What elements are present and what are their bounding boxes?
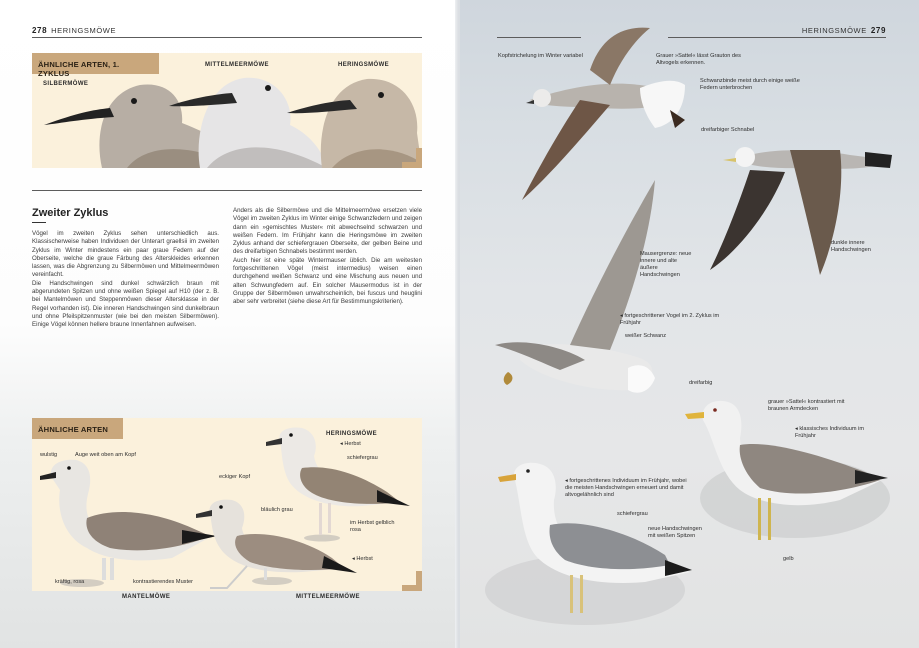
annotation: ◂ fortgeschrittener Vogel im 2. Zyklus im Frühjahr — [620, 313, 720, 326]
species-label-silbermoewe: SILBERMÖWE — [43, 81, 89, 87]
annotation: schiefergrau — [347, 455, 378, 461]
paragraph: Anders als die Silbermöwe und die Mittelmeermöwe ersetzen viele Vögel im zweiten Zyklus im Winter einige Schwanzfedern und zeigen dann ein »gemischtes Muster« mit abwechselnd schwarzen und weißen Federn. Im Frühjahr kann die Heringsmöwe im zweiten Zyklus anhand der schiefergrauen Oberseite, der gelben Beine und des dreifarbigen Schnabels bestimmt werden. — [233, 207, 422, 256]
panel-corner-mark — [402, 571, 422, 591]
panel-header: ÄHNLICHE ARTEN, 1. ZYKLUS — [32, 53, 159, 74]
paragraph: Vögel im zweiten Zyklus sehen unterschiedlich aus. Klassischerweise haben Individuen der Unterart graellsii im zweiten Zyklus im Winter mindestens ein paar graue Federn auf der Oberseite, welche die graue Färbung des Alterskleides erkennen lassen, was die Abgrenzung zu Silbermöwen und Mittelmeermöwen vereinfacht. — [32, 230, 219, 279]
body-column-2 — [233, 207, 422, 307]
left-page — [0, 0, 458, 648]
annotation: grauer »Sattel« kontrastiert mit braunen Armdecken — [768, 399, 845, 412]
annotation: ◂ Herbst — [340, 441, 361, 447]
running-header-left — [32, 26, 116, 35]
running-title: HERINGSMÖWE — [801, 26, 867, 35]
annotation: kräftig, rosa — [55, 579, 85, 585]
annotation: eckiger Kopf — [219, 474, 251, 480]
annotation: ◂ Herbst — [352, 556, 373, 562]
flying-gull-2 — [710, 147, 892, 275]
body-column-1 — [32, 230, 219, 330]
annotation: Mausergrenze: neue innere und alte äußere Handschwingen — [640, 251, 692, 278]
flying-gull-3 — [495, 180, 655, 393]
section-title: Zweiter Zyklus — [32, 207, 109, 219]
annotation: wulstig — [40, 452, 58, 458]
annotation: Kopfstrichelung im Winter variabel — [498, 53, 583, 59]
annotation: kontrastierendes Muster — [133, 579, 194, 585]
standing-gull-4 — [685, 401, 890, 540]
species-label-mittelmeermoewe: MITTELMEERMÖWE — [205, 62, 269, 68]
annotation: bläulich grau — [261, 507, 293, 513]
annotation: Schwanzbinde meist durch einige weiße Federn unterbrochen — [700, 78, 800, 91]
panel-header: ÄHNLICHE ARTEN — [32, 418, 123, 439]
section-rule — [32, 190, 422, 191]
annotation: neue Handschwingen mit weißen Spitzen — [648, 526, 702, 539]
species-label-heringsmoewe-2: HERINGSMÖWE — [326, 431, 378, 437]
running-title: HERINGSMÖWE — [51, 26, 117, 35]
annotation: ◂ klassisches Individuum im Frühjahr — [795, 426, 865, 439]
species-label-mittelmeermoewe-2: MITTELMEERMÖWE — [296, 594, 360, 600]
annotation: ◂ fortgeschrittenes Individuum im Frühjahr, wobei die meisten Handschwingen erneuert und damit altvogelähnlich sind — [565, 478, 687, 498]
panel-corner-mark — [402, 148, 422, 168]
paragraph: Auch hier ist eine späte Wintermauser üblich. Die am weitesten fortgeschrittenen Vögel (meist intermedius) weisen einen durchgehend weißen Schwanz und eine Mischung aus neuen und alten Schwungfedern auf. Ein solcher Mausermodus ist in der Gruppe der Silbermöwen unwahrscheinlich, bei fuscus und heuglini aber sehr verbreitet (siehe diese Art für Bestimmungskriterien). — [233, 256, 422, 306]
annotation: weißer Schwanz — [625, 333, 667, 339]
page-number: 278 — [32, 26, 48, 35]
species-label-mantelmoewe: MANTELMÖWE — [122, 594, 171, 600]
gull-heads-illustration — [32, 53, 422, 168]
annotation: dreifarbig — [689, 380, 713, 386]
page-number: 279 — [870, 26, 886, 35]
great-black-backed-gull — [40, 460, 217, 587]
paragraph: Die Handschwingen sind dunkel schwärzlich braun mit abgerundeten Spitzen und ohne weißen Spiegel auf H10 (der z. B. bei Mantelmöwen und Steppenmöwen dieser Altersklasse in der Regel vorhanden ist). Die inneren Handschwingen sind dunkelbraun und ohne Pfeilspitzenmuster (wie bei den meisten Silbermöwen). Einige Vögel können hellere braune Innenfahnen aufweisen. — [32, 279, 219, 329]
standing-gulls-illustration — [32, 418, 422, 591]
title-underline — [32, 222, 46, 223]
annotation: gelb — [783, 556, 794, 562]
annotation: im Herbst gelblich rosa — [350, 520, 395, 533]
annotation: dunkle innere Handschwingen — [831, 240, 871, 253]
annotation: dreifarbiger Schnabel — [701, 127, 755, 133]
header-rule — [32, 37, 422, 38]
annotation: Grauer »Sattel« lässt Grauton des Altvogels erkennen. — [656, 53, 741, 66]
species-label-heringsmoewe: HERINGSMÖWE — [338, 62, 390, 68]
annotation: schiefergrau — [617, 511, 648, 517]
right-page — [460, 0, 919, 648]
annotation: Auge weit oben am Kopf — [75, 452, 136, 458]
